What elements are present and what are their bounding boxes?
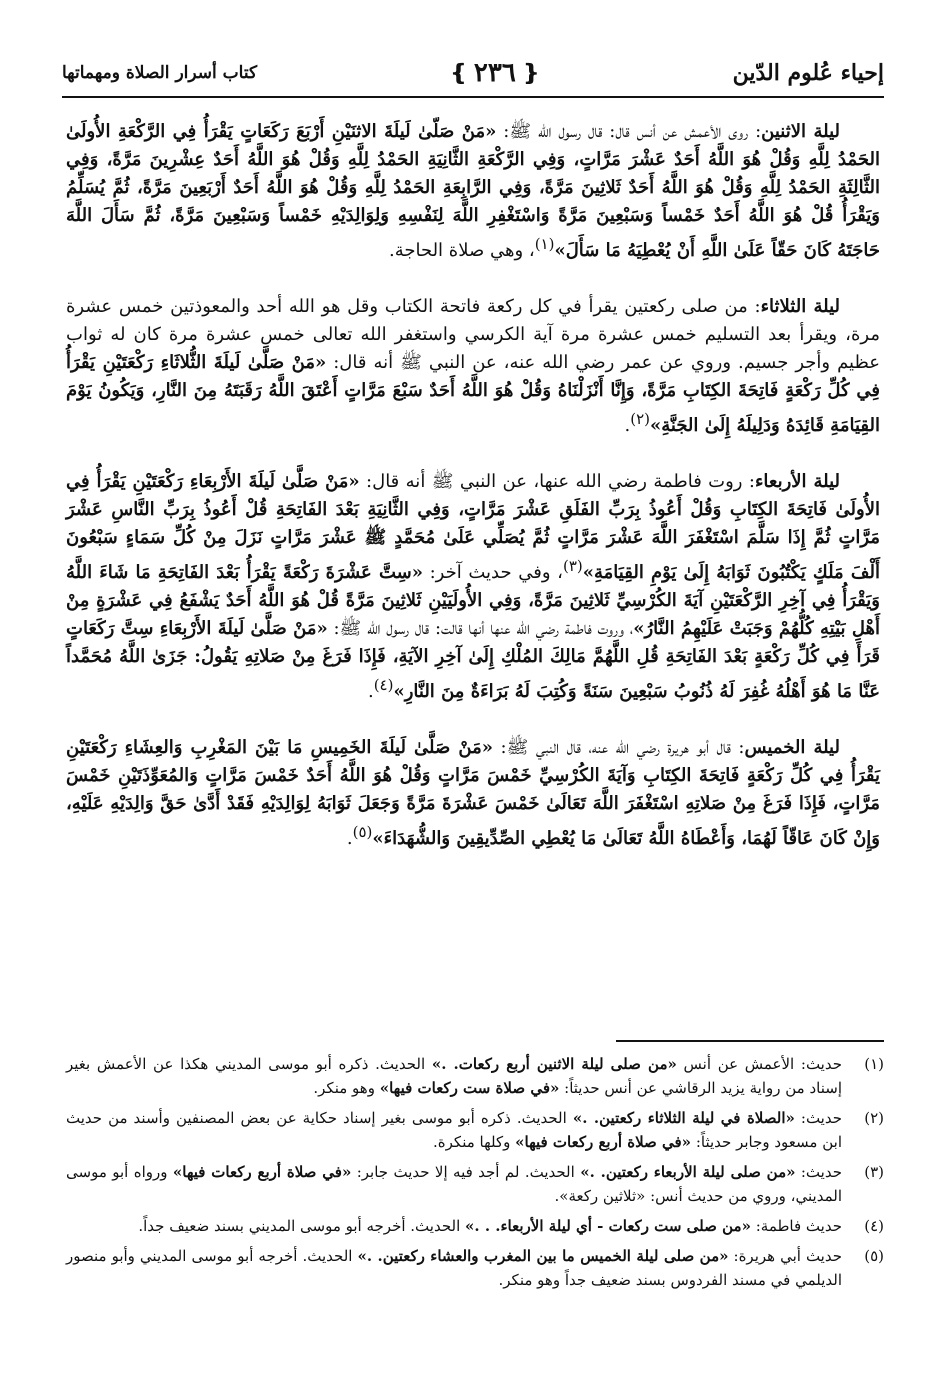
footnote-quote-2: «في صلاة أربع ركعات فيها» — [172, 1163, 352, 1181]
footnote-quote: «من صلى ليلة الاثنين أربع ركعات. .» — [431, 1055, 677, 1073]
footnote-quote-2: «في صلاة ست ركعات فيها» — [379, 1079, 560, 1097]
footnote-quote: «من صلى ست ركعات - أي ليلة الأربعاء. . .» — [465, 1217, 751, 1235]
footnote-ref: (٤) — [373, 676, 394, 694]
section-intro: : روت فاطمة رضي الله عنها، عن النبي ﷺ أنه قال: — [359, 471, 755, 492]
hadith-quote: «مَنْ صَلّىٰ لَيلَةَ الاثنَيْنِ أَرْبَعَ رَكَعَاتٍ يَقْرَأُ فِي الرَّكْعَةِ الأُولَىٰ الحَمْدُ لِلَّهِ وَقُلْ هُوَ اللَّهُ أَحَدٌ عَشْرَ مَرَّاتٍ، وَفِي الرَّكْعَةِ الثَّانِيَةِ الحَمْدُ لِلَّهِ وَقُلْ هُوَ اللَّهُ أَحَدٌ عِشْرِينَ مَرَّةً، وَفِي الثَّالِثَةِ الحَمْدُ لِلَّهِ وَقُلْ هُوَ اللَّهُ أَحَدٌ ثَلاثِينَ مَرَّةً، وَفِي الرَّابِعَةِ الحَمْدُ لِلَّهِ وَقُلْ هُوَ اللَّهُ أَحَدٌ أَرْبَعِينَ مَرَّةً، ثُمَّ يُسَلِّمُ وَيَقْرَأُ قُلْ هُوَ اللَّهُ أَحَدٌ خَمْساً وَسَبْعِينَ مَرَّةً وَاسْتَغْفِرِ اللَّهَ لِنَفْسِهِ وَلِوَالِدَيْهِ خَمْساً وَسَبْعِينَ مَرَّةً، ثُمَّ سَأَلَ اللَّهَ حَاجَتَهُ كَانَ حَقّاً عَلَىٰ اللَّهِ أَنْ يُعْطِيَهُ مَا سَأَلَ» — [66, 121, 880, 261]
section-tail: . — [346, 828, 353, 849]
footnote-text — [66, 1214, 842, 1238]
footnote-ref: (٥) — [352, 823, 373, 841]
footnote-item — [66, 1160, 884, 1208]
section-tail: ، وهي صلاة الحاجة. — [388, 240, 535, 261]
ornament-right-icon: ❵ — [449, 60, 468, 86]
footnote-number: (٥) — [864, 1247, 884, 1265]
section-thursday-night — [66, 734, 880, 853]
section-monday-night — [66, 118, 880, 265]
footnote-number: (٣) — [864, 1163, 884, 1181]
footnote-number: (١) — [864, 1055, 884, 1073]
footnote-pre: حديث فاطمة: — [750, 1217, 842, 1235]
footnote-post-2: ورواه أبو موسى المديني، وروي من حديث أنس: «ثلاثين ركعة». — [66, 1163, 842, 1205]
footnote-item — [66, 1052, 884, 1100]
section-intro: : روى الأعمش عن أنس قال: قال رسول الله ﷺ: — [496, 121, 762, 142]
footnotes — [66, 1052, 884, 1298]
footnote-ref: (٣) — [562, 557, 583, 575]
footnote-post: الحديث. ذكره أبو موسى المديني هكذا عن الأعمش بغير إسناد من رواية يزيد الرقاشي عن أنس حديثاً: — [66, 1055, 842, 1097]
hadith-quote: «مَنْ صَلَّىٰ لَيلَةَ الأَرْبِعَاءِ رَكْعَتَيْنِ يَقْرَأُ فِي الأُولَىٰ فَاتِحَةَ الكِتَابِ وَقُلْ أَعُوذُ بِرَبِّ الفَلَقِ عَشْرَ مَرَّاتٍ، وَفِي الثَّانِيَةِ بَعْدَ الفَاتِحَةِ قُلْ أَعُوذُ بِرَبِّ النَّاسِ عَشْرَ مَرَّاتٍ ثُمَّ إِذَا سَلَّمَ اسْتَغْفَرَ اللَّهَ عَشْرَ مَرَّاتٍ ثُمَّ يُصَلِّي عَلَىٰ مُحَمَّدٍ ﷺ عَشْرَ مَرَّاتٍ نَزَلَ مِنْ كُلِّ سَمَاءٍ سَبْعُونَ أَلْفَ مَلَكٍ يَكْتُبُونَ ثَوَابَهُ إِلَىٰ يَوْمِ القِيَامَةِ» — [66, 471, 880, 583]
section-title: ليلة الثلاثاء — [760, 296, 840, 317]
footnote-quote-2: «في صلاة أربع ركعات فيها» — [515, 1133, 692, 1151]
footnote-number: (٤) — [864, 1217, 884, 1235]
section-tail: . — [367, 681, 374, 702]
page-number: ٢٣٦ — [473, 58, 516, 88]
footnote-post-2: وكلها منكرة. — [433, 1133, 516, 1151]
page-header — [62, 50, 884, 98]
footnote-quote: «الصلاة في ليلة الثلاثاء ركعتين. .» — [572, 1109, 795, 1127]
page-number-group — [449, 58, 540, 88]
footnote-text — [66, 1244, 842, 1292]
footnote-item — [66, 1106, 884, 1154]
hadith-quote: «مَنْ صَلَّىٰ لَيلَةَ الثُّلاثَاءِ رَكْعَتَيْنِ يَقْرَأُ فِي كُلِّ رَكْعَةٍ فَاتِحَةَ الكِتَابِ مَرَّةً، وَإِنَّا أَنْزَلْنَاهُ وَقُلْ هُوَ اللَّهُ أَحَدٌ سَبْعَ مَرَّاتٍ أَعْتَقَ اللَّهُ رَقَبَتَهُ مِنَ النَّارِ، وَيَكُونُ يَوْمَ القِيَامَةِ قَائِدَهُ وَدَلِيلَهُ إِلَىٰ الجَنَّةِ» — [66, 352, 880, 436]
footnote-text — [66, 1160, 842, 1208]
hadith-quote-2: «سِتَّ عَشْرَةَ رَكْعَةً يَقْرَأُ بَعْدَ الفَاتِحَةِ مَا شَاءَ اللَّهُ وَيَقْرَأُ فِي آخِرِ الرَّكْعَتَيْنِ آيَةَ الكُرْسِيِّ ثَلاثِينَ مَرَّةً، وَفِي الأُولَيَيْنِ ثَلاثِينَ مَرَّةً قُلْ هُوَ اللَّهُ أَحَدٌ يَشْفَعُ فِي عَشْرَةٍ مِنْ أَهْلِ بَيْتِهِ كُلُّهُمْ وَجَبَتْ عَلَيْهِمُ النَّارُ» — [66, 562, 880, 639]
footnote-divider — [616, 1040, 884, 1042]
section-tail: . — [624, 415, 631, 436]
section-tuesday-night — [66, 293, 880, 440]
hadith-quote-3: «مَنْ صَلَّىٰ لَيلَةَ الأَرْبِعَاءِ سِتَّ رَكَعَاتٍ قَرَأَ فِي كُلِّ رَكْعَةٍ بَعْدَ الفَاتِحَةِ قُلِ اللَّهُمَّ مَالِكَ المُلْكِ إِلَىٰ آخِرِ الآيَةِ، فَإِذَا فَرَغَ مِنْ صَلاتِهِ يَقُولُ: جَزَىٰ اللَّهُ مُحَمَّداً عَنَّا مَا هُوَ أَهْلُهُ غُفِرَ لَهُ ذُنُوبُ سَبْعِينَ سَنَةً وَكُتِبَ لَهُ بَرَاءَةٌ مِنَ النَّارِ» — [66, 618, 880, 702]
footnote-quote: «من صلى ليلة الأربعاء ركعتين. .» — [580, 1163, 796, 1181]
footnote-ref: (٢) — [630, 410, 650, 428]
book-title: إحياء عُلوم الدّين — [732, 60, 884, 86]
footnote-quote: «من صلى ليلة الخميس ما بين المغرب والعشاء ركعتين. .» — [357, 1247, 729, 1265]
section-mid: ، وفي حديث آخر: — [422, 562, 563, 583]
section-title: ليلة الأربعاء — [754, 471, 841, 492]
section-mid-2: ، وروت فاطمة رضي الله عنها أنها قالت: قال رسول الله ﷺ: — [327, 618, 634, 639]
section-wednesday-night — [66, 468, 880, 706]
hadith-quote: «مَنْ صَلَّىٰ لَيلَةَ الخَمِيسِ مَا بَيْنَ المَغْرِبِ وَالعِشَاءِ رَكْعَتَيْنِ يَقْرَأُ فِي كُلِّ رَكْعَةٍ فَاتِحَةَ الكِتَابِ وَآيَةَ الكُرْسِيِّ خَمْسَ مَرَّاتٍ وَقُلْ هُوَ اللَّهُ أَحَدٌ خَمْسَ مَرَّاتٍ وَالمُعَوِّذَتَيْنِ خَمْسَ مَرَّاتٍ، فَإِذَا فَرَغَ مِنْ صَلاتِهِ اسْتَغْفَرَ اللَّهَ تَعَالَىٰ خَمْسَ عَشْرَةَ مَرَّةً وَجَعَلَ ثَوَابَهُ لِوَالِدَيْهِ فَقَدْ أَدَّىٰ حَقَّ وَالِدَيْهِ عَلَيْهِ، وَإِنْ كَانَ عَاقّاً لَهُمَا، وَأَعْطَاهُ اللَّهُ تَعَالَىٰ مَا يُعْطِي الصِّدِّيقِينَ وَالشُّهَدَاءَ» — [66, 737, 880, 849]
section-title: ليلة الاثنين — [761, 121, 840, 142]
footnote-post-2: وهو منكر. — [313, 1079, 380, 1097]
footnote-ref: (١) — [534, 235, 555, 253]
footnote-pre: حديث: الأعمش عن أنس — [676, 1055, 843, 1073]
footnote-item — [66, 1244, 884, 1292]
footnote-item — [66, 1214, 884, 1238]
ornament-left-icon: ❴ — [521, 60, 541, 86]
section-intro: : قال أبو هريرة رضي الله عنه، قال النبي ﷺ: — [492, 737, 745, 758]
main-text — [66, 118, 880, 853]
footnote-text — [66, 1106, 842, 1154]
footnote-pre: حديث أبي هريرة: — [728, 1247, 842, 1265]
footnote-post: الحديث. ذكره أبو موسى بغير إسناد حكاية عن بعض المصنفين وأسند من حديث ابن مسعود وجابر حديثاً: — [66, 1109, 842, 1151]
footnote-post: الحديث. أخرجه أبو موسى المديني بسند ضعيف جداً. — [138, 1217, 466, 1235]
section-title: ليلة الخميس — [744, 737, 840, 758]
footnote-post: الحديث. لم أجد فيه إلا حديث جابر: — [351, 1163, 581, 1181]
footnote-pre: حديث: — [794, 1109, 843, 1127]
footnote-post: الحديث. أخرجه أبو موسى المديني وأبو منصور الديلمي في مسند الفردوس بسند ضعيف جداً وهو منكر. — [66, 1247, 842, 1289]
footnote-text — [66, 1052, 842, 1100]
chapter-title: كتاب أسرار الصلاة ومهماتها — [62, 63, 258, 83]
footnote-pre: حديث: — [795, 1163, 842, 1181]
section-intro: : من صلى ركعتين يقرأ في كل ركعة فاتحة الكتاب وقل هو الله أحد والمعوذتين خمس عشرة مرة، ويقرأ بعد التسليم خمس عشرة مرة آية الكرسي واستغفر الله تعالى خمس عشرة مرة كان له ثواب عظيم وأجر جسيم. وروي عن عمر رضي الله عنه، عن النبي ﷺ أنه قال: — [66, 296, 880, 373]
footnote-number: (٢) — [864, 1109, 884, 1127]
